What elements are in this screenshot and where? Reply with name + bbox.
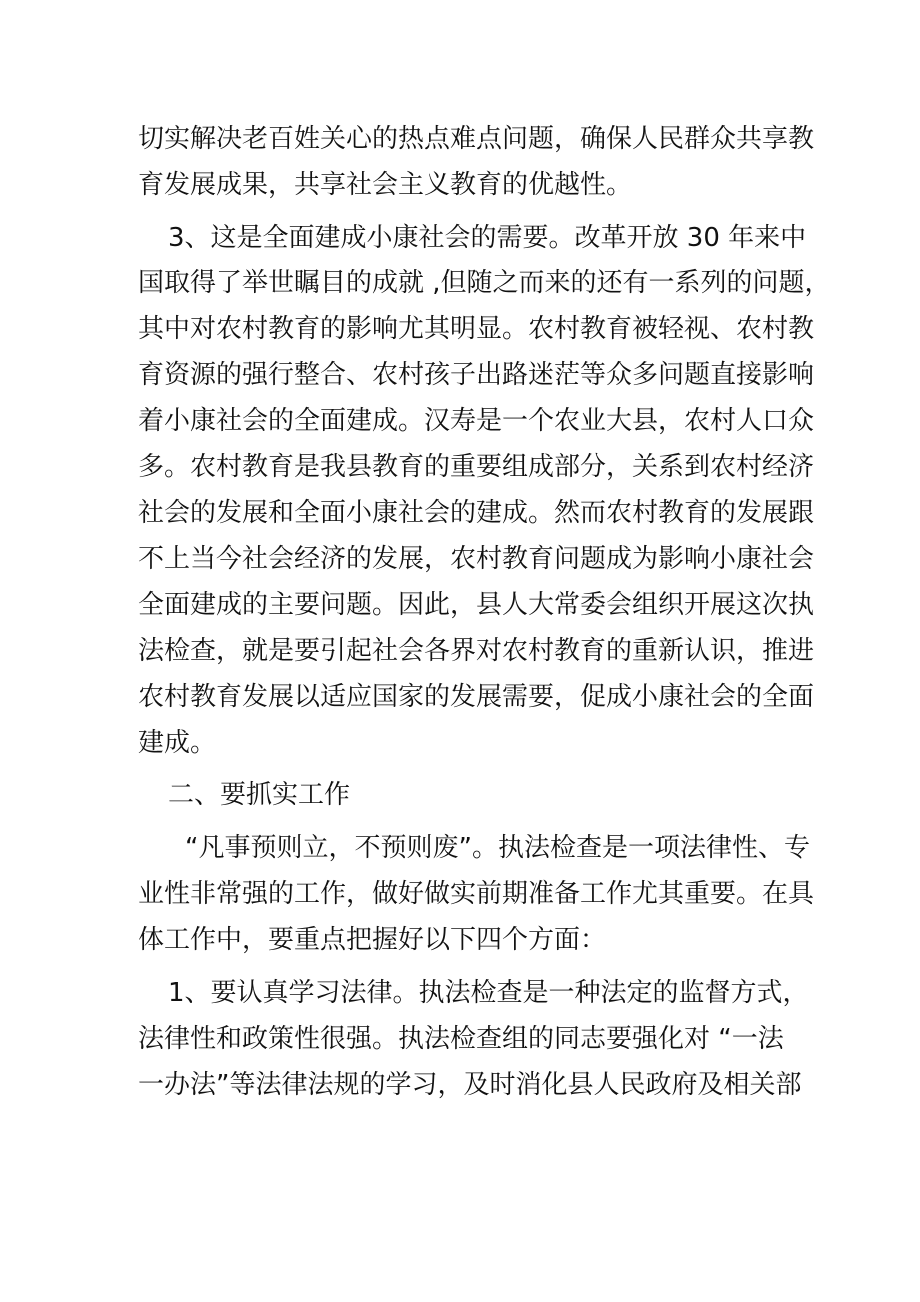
paragraph-line: 3、这是全面建成小康社会的需要。改革开放 30 年来中 — [168, 223, 807, 253]
paragraph-line: 1、要认真学习法律。执法检查是一种法定的监督方式， — [168, 978, 809, 1008]
paragraph-line: “凡事预则立，不预则废”。执法检查是一项法律性、专 — [185, 833, 810, 863]
paragraph-line: 多。农村教育是我县教育的重要组成部分，关系到农村经济 — [138, 452, 815, 482]
paragraph-line: 社会的发展和全面小康社会的建成。然而农村教育的发展跟 — [138, 498, 815, 528]
paragraph-line: 农村教育发展以适应国家的发展需要，促成小康社会的全面 — [138, 682, 815, 712]
section-heading: 二、要抓实工作 — [168, 780, 351, 810]
paragraph-line: 全面建成的主要问题。因此，县人大常委会组织开展这次执 — [138, 590, 815, 620]
paragraph-line: 业性非常强的工作，做好做实前期准备工作尤其重要。在具 — [138, 879, 815, 909]
paragraph-line: 法律性和政策性很强。执法检查组的同志要强化对 “一法 — [138, 1024, 784, 1054]
paragraph-line: 一办法”等法律法规的学习，及时消化县人民政府及相关部 — [138, 1070, 802, 1100]
paragraph-line: 育发展成果，共享社会主义教育的优越性。 — [138, 170, 633, 200]
paragraph-line: 国取得了举世瞩目的成就 ,但随之而来的还有一系列的问题， — [138, 268, 831, 298]
paragraph-line: 不上当今社会经济的发展，农村教育问题成为影响小康社会 — [138, 544, 815, 574]
paragraph-line: 育资源的强行整合、农村孩子出路迷茫等众多问题直接影响 — [138, 360, 815, 390]
paragraph-line: 法检查，就是要引起社会各界对农村教育的重新认识，推进 — [138, 636, 815, 666]
paragraph-line: 着小康社会的全面建成。汉寿是一个农业大县，农村人口众 — [138, 406, 815, 436]
paragraph-line: 其中对农村教育的影响尤其明显。农村教育被轻视、农村教 — [138, 314, 815, 344]
paragraph-line: 切实解决老百姓关心的热点难点问题，确保人民群众共享教 — [138, 124, 815, 154]
paragraph-line: 建成。 — [138, 728, 217, 758]
paragraph-line: 体工作中，要重点把握好以下四个方面： — [138, 925, 607, 955]
